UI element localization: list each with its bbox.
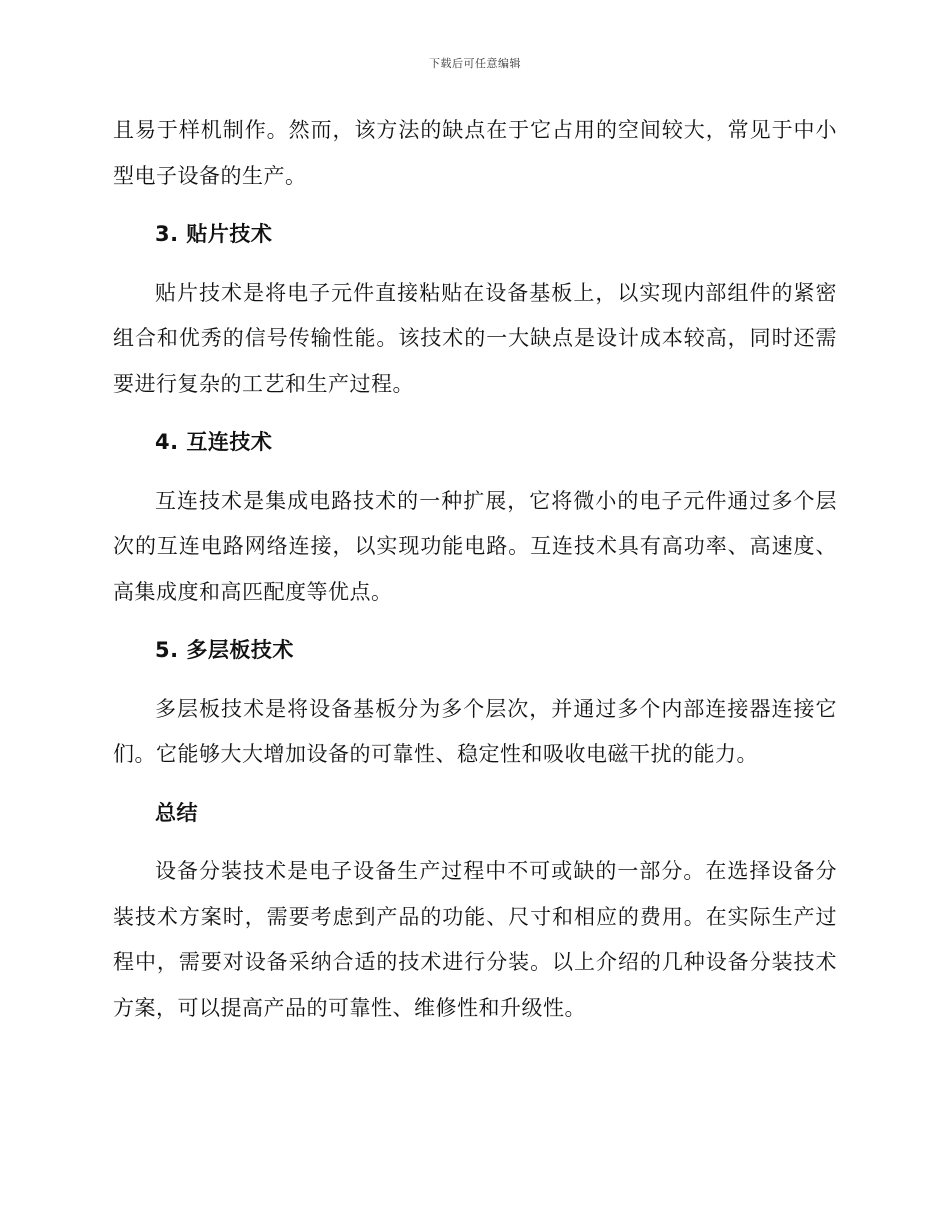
spacer — [113, 258, 837, 271]
section-heading-smt: 3. 贴片技术 — [155, 222, 273, 246]
spacer — [113, 778, 837, 791]
spacer — [113, 615, 837, 628]
section-heading-summary: 总结 — [155, 800, 198, 825]
section-heading-interconnect: 4. 互连技术 — [155, 430, 273, 454]
spacer — [113, 836, 837, 849]
spacer — [113, 674, 837, 687]
document-body — [113, 108, 837, 1031]
spacer — [113, 407, 837, 420]
section-body-interconnect: 互连技术是集成电路技术的一种扩展，它将微小的电子元件通过多个层次的互连电路网络连接，以实现功能电路。互连技术具有高功率、高速度、高集成度和高匹配度等优点。 — [113, 488, 837, 604]
spacer — [113, 199, 837, 212]
continued-paragraph: 且易于样机制作。然而，该方法的缺点在于它占用的空间较大，常见于中小型电子设备的生产。 — [113, 118, 837, 188]
section-heading-multilayer: 5. 多层板技术 — [155, 638, 294, 662]
spacer — [113, 466, 837, 479]
section-body-smt: 贴片技术是将电子元件直接粘贴在设备基板上，以实现内部组件的紧密组合和优秀的信号传输性能。该技术的一大缺点是设计成本较高，同时还需要进行复杂的工艺和生产过程。 — [113, 280, 837, 396]
section-body-summary: 设备分装技术是电子设备生产过程中不可或缺的一部分。在选择设备分装技术方案时，需要考虑到产品的功能、尺寸和相应的费用。在实际生产过程中，需要对设备采纳合适的技术进行分装。以上介绍的几种设备分装技术方案，可以提高产品的可靠性、维修性和升级性。 — [113, 859, 837, 1020]
section-body-multilayer: 多层板技术是将设备基板分为多个层次，并通过多个内部连接器连接它们。它能够大大增加设备的可靠性、稳定性和吸收电磁干扰的能力。 — [113, 696, 837, 766]
page-header-note: 下载后可任意编辑 — [429, 57, 521, 70]
